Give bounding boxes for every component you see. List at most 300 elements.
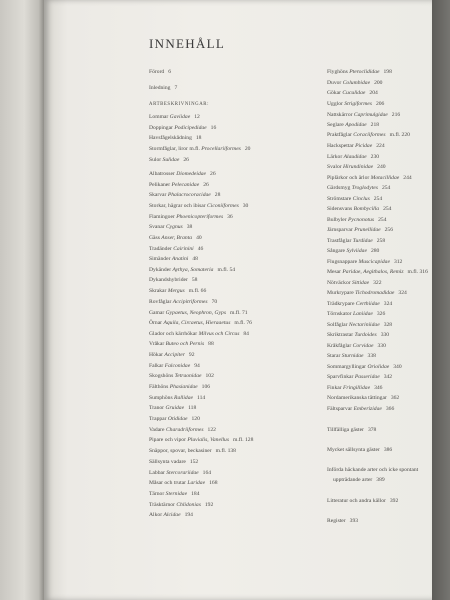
toc-entry-name: uppträdande arter — [333, 477, 373, 483]
toc-entry-name: Dykandshybrider — [149, 277, 188, 283]
toc-entry — [327, 280, 382, 287]
toc-entry-page-number: 88 — [208, 341, 214, 347]
toc-entry-page-number: 230 — [370, 154, 380, 160]
toc-entry-name: Piplärkor och ärlor — [327, 175, 370, 181]
toc-entry-page-number: 122 — [207, 427, 216, 433]
toc-entry-page-number: 102 — [205, 373, 214, 379]
toc-entry-name: Solfåglar — [327, 322, 348, 328]
toc-entry-scientific-name: Cuculidae — [342, 90, 366, 96]
toc-entry — [149, 114, 200, 121]
toc-entry-scientific-name: Ciconiiformes — [207, 203, 239, 209]
toc-entry-page-number: 254 — [378, 217, 387, 223]
toc-entry-page-number: 38 — [186, 224, 193, 230]
toc-entry — [333, 477, 385, 484]
toc-entry — [149, 373, 214, 380]
toc-entry-page-number: 16 — [210, 125, 217, 131]
toc-entry — [149, 502, 213, 509]
toc-entry-scientific-name: Coraciiformes — [353, 132, 386, 138]
toc-entry-name: Doppingar — [149, 125, 173, 131]
toc-entry — [327, 175, 412, 182]
toc-entry-scientific-name: Columbidae — [342, 80, 371, 86]
toc-entry-name: Flugsnappare — [327, 259, 358, 265]
toc-entry-scientific-name: Motacillidae — [370, 175, 400, 181]
toc-entry — [327, 269, 428, 276]
toc-entry — [149, 459, 198, 466]
toc-entry-scientific-name: Prunellidae — [354, 227, 381, 233]
toc-entry-page-number: 36 — [227, 214, 233, 220]
toc-entry — [149, 214, 233, 221]
toc-entry-name: Sommargyllingar — [327, 364, 367, 370]
toc-entry-name: Svanar — [149, 224, 165, 230]
toc-entry — [149, 182, 209, 189]
toc-entry-name: Nötväckor — [327, 280, 351, 286]
toc-entry-scientific-name: Sittidae — [352, 280, 370, 286]
toc-entry — [149, 256, 198, 263]
toc-entry-page-number: 258 — [376, 238, 386, 244]
toc-entry-scientific-name: Picidae — [355, 143, 373, 149]
toc-entry-scientific-name: Passeridae — [354, 374, 380, 380]
toc-entry — [149, 480, 217, 487]
toc-entry-scientific-name: Aquila, Circaetus, Hieraaetus — [163, 320, 231, 326]
toc-entry — [327, 395, 399, 402]
toc-entry-page-number: 94 — [194, 363, 200, 369]
toc-entry — [327, 154, 379, 161]
toc-entry-name: Tärnor — [149, 491, 165, 497]
toc-entry — [327, 447, 392, 454]
toc-entry-name: Törnskator — [327, 311, 352, 317]
toc-entry-page-number: 152 — [189, 459, 199, 465]
toc-entry-page-number: 7 — [174, 85, 178, 91]
toc-entry-page-number: 362 — [390, 395, 400, 401]
toc-entry-page-number: 338 — [367, 353, 376, 359]
toc-entry — [149, 288, 206, 295]
toc-entry-page-number: 280 — [370, 248, 380, 254]
toc-entry-name: Fältsparvar — [327, 406, 353, 412]
toc-entry-page-number: 224 — [376, 143, 385, 149]
toc-entry-name: Inledning — [149, 85, 171, 91]
toc-entry — [327, 301, 392, 308]
toc-entry-name: Mycket sällsynta gäster — [327, 447, 380, 453]
toc-entry-name: Svalor — [327, 164, 342, 170]
toc-entry-name: Seglare — [327, 122, 344, 128]
toc-entry-page-number: 92 — [188, 352, 195, 358]
toc-entry-scientific-name: Apodidae — [345, 122, 367, 128]
toc-entry-scientific-name: Sylviidae — [346, 248, 367, 254]
toc-entry-name: Sumphöns — [149, 395, 173, 401]
toc-entry-name: Bulbyler — [327, 217, 347, 223]
toc-entry-name: Glador och kärrhökar — [149, 331, 198, 337]
toc-entry-scientific-name: Cinclus — [352, 196, 370, 202]
toc-entry-page-number: m.fl. 128 — [233, 437, 254, 443]
toc-entry-page-number: 389 — [376, 477, 385, 483]
toc-entry-page-number: 378 — [367, 427, 377, 433]
toc-entry-scientific-name: Charadriiformes — [165, 427, 204, 433]
toc-entry-name: Skogshöns — [149, 373, 174, 379]
toc-entry-scientific-name: Stercorariidae — [166, 470, 199, 476]
toc-entry — [149, 405, 196, 412]
toc-entry-page-number: m.fl. 71 — [230, 310, 248, 316]
toc-entry-page-number: 346 — [374, 385, 383, 391]
toc-entry-name: Falkar — [149, 363, 164, 369]
toc-entry-name: Fälthöns — [149, 384, 169, 390]
toc-entry — [149, 491, 199, 498]
toc-entry-name: Storkar, hägrar och ibisar — [149, 203, 206, 209]
toc-entry-name: Järnsparvar — [327, 227, 353, 233]
toc-entry — [327, 374, 392, 381]
toc-entry-scientific-name: Phasianidae — [169, 384, 198, 390]
toc-entry-scientific-name: Diomedeidae — [176, 171, 207, 177]
toc-entry-page-number: 256 — [384, 227, 393, 233]
toc-entry-page-number: 198 — [383, 69, 392, 75]
toc-entry-name: Örnar — [149, 320, 163, 326]
toc-entry — [149, 470, 211, 477]
toc-entry-scientific-name: Sulidae — [162, 157, 180, 163]
toc-entry — [149, 448, 236, 455]
toc-entry-scientific-name: Turdoides — [354, 332, 377, 338]
toc-entry-scientific-name: Gypaetus, Neophron, Gyps — [165, 310, 227, 316]
toc-entry-page-number: 12 — [194, 114, 200, 120]
toc-entry-scientific-name: Chlidonias — [176, 502, 201, 508]
toc-entry — [149, 85, 177, 92]
toc-entry-scientific-name: Gaviidae — [169, 114, 191, 120]
toc-entry-name: Duvor — [327, 80, 342, 86]
toc-entry-name: Införda häckande arter och icke spontant — [327, 467, 419, 473]
toc-entry-name: Rovfåglar — [149, 299, 172, 305]
toc-entry — [327, 217, 386, 224]
toc-entry — [149, 224, 192, 231]
toc-entry-scientific-name: Sturnidae — [341, 353, 364, 359]
page-title: INNEHÅLL — [149, 36, 226, 51]
toc-entry-name: Vråkar — [149, 341, 165, 347]
toc-entry-scientific-name: Alaudidae — [343, 154, 367, 160]
toc-entry-name: Murkrypare — [327, 290, 354, 296]
toc-entry — [327, 101, 384, 108]
book-page — [44, 0, 432, 600]
toc-entry — [149, 157, 189, 164]
toc-entry-page-number: 254 — [373, 196, 383, 202]
toc-entry — [327, 132, 410, 139]
toc-entry — [149, 299, 217, 306]
toc-entry — [327, 311, 385, 318]
toc-entry — [149, 125, 216, 132]
toc-entry — [149, 171, 216, 178]
toc-entry-page-number: 206 — [375, 101, 385, 107]
toc-entry-scientific-name: Cygnus — [165, 224, 183, 230]
toc-entry-page-number: 114 — [196, 395, 206, 401]
toc-entry-scientific-name: Procellariiformes — [201, 146, 241, 152]
toc-entry-page-number: 330 — [377, 343, 386, 349]
toc-entry-page-number: 340 — [393, 364, 402, 370]
toc-entry — [327, 353, 376, 360]
toc-entry-scientific-name: Pycnonotus — [347, 217, 375, 223]
toc-entry-page-number: 254 — [383, 206, 392, 212]
toc-entry-name: Gökar — [327, 90, 341, 96]
toc-entry — [149, 352, 195, 359]
toc-entry-page-number: 26 — [203, 182, 209, 188]
toc-entry-scientific-name: Pelecanidae — [171, 182, 200, 188]
toc-entry-scientific-name: Muscicapidae — [358, 259, 390, 265]
toc-entry-name: Pelikaner — [149, 182, 171, 188]
toc-entry-name: Trappar — [149, 416, 167, 422]
toc-entry-page-number: m.fl. 66 — [188, 288, 207, 294]
toc-entry — [149, 267, 235, 274]
toc-entry-name: Gäss — [149, 235, 160, 241]
toc-entry — [327, 112, 400, 119]
toc-entry-page-number: 392 — [389, 498, 399, 504]
toc-entry — [149, 101, 209, 108]
toc-entry-name: Trastfåglar — [327, 238, 352, 244]
toc-entry-name: Snäppor, spovar, beckasiner — [149, 448, 212, 454]
toc-entry-name: Alkor — [149, 512, 163, 518]
toc-entry — [149, 192, 220, 199]
toc-entry-page-number: m.fl. 138 — [215, 448, 236, 454]
toc-entry-page-number: 168 — [209, 480, 218, 486]
toc-entry — [327, 498, 398, 505]
toc-entry-page-number: 200 — [374, 80, 383, 86]
toc-entry — [327, 290, 407, 297]
toc-entry-name: Tranor — [149, 405, 165, 411]
toc-entry-scientific-name: Corvidae — [352, 343, 374, 349]
toc-entry-scientific-name: Strigiformes — [344, 101, 372, 107]
toc-entry — [149, 512, 193, 519]
toc-entry — [149, 395, 205, 402]
toc-entry-page-number: 26 — [210, 171, 216, 177]
toc-entry-name: Skrakar — [149, 288, 167, 294]
toc-entry-page-number: 58 — [191, 277, 198, 283]
toc-entry-page-number: m.fl. 220 — [389, 132, 410, 138]
toc-entry-name: Träsktärnor — [149, 502, 175, 508]
toc-entry-scientific-name: Milvus och Circus — [198, 331, 240, 337]
toc-entry — [327, 69, 392, 76]
toc-entry — [149, 363, 200, 370]
toc-entry-name: Ugglor — [327, 101, 343, 107]
toc-entry-scientific-name: Nectariniidae — [348, 322, 380, 328]
toc-entry-page-number: 324 — [383, 301, 393, 307]
toc-entry-scientific-name: Phoenicopteriformes — [176, 214, 224, 220]
toc-entry — [327, 259, 402, 266]
toc-entry-page-number: 330 — [380, 332, 390, 338]
toc-entry-page-number: 204 — [369, 90, 378, 96]
toc-entry-scientific-name: Oriolidae — [367, 364, 390, 370]
toc-entry-page-number: 184 — [191, 491, 200, 497]
toc-entry-name: Tradänder — [149, 246, 172, 252]
toc-entry-scientific-name: Laniidae — [352, 311, 373, 317]
toc-entry — [327, 248, 379, 255]
toc-entry — [149, 384, 210, 391]
toc-entry-name: Hökar — [149, 352, 163, 358]
toc-entry-scientific-name: Aythya, Somateria — [172, 267, 214, 273]
toc-entry-scientific-name: Rallidae — [174, 395, 193, 401]
toc-entry-name: Flyghöns — [327, 69, 348, 75]
toc-entry-scientific-name: Falconidae — [164, 363, 191, 369]
toc-entry-scientific-name: Anatini — [171, 256, 189, 262]
toc-entry-scientific-name: Pteroclididae — [349, 69, 380, 75]
toc-entry — [149, 427, 216, 434]
toc-entry — [149, 146, 250, 153]
toc-entry-scientific-name: Accipitriformes — [172, 299, 208, 305]
toc-entry-scientific-name: Laridae — [187, 480, 206, 486]
toc-entry-scientific-name: Podicipedidae — [174, 125, 207, 131]
toc-entry-page-number: 20 — [244, 146, 251, 152]
toc-entry-name: Finkar — [327, 385, 342, 391]
toc-entry-page-number: 30 — [242, 203, 249, 209]
toc-entry — [327, 467, 418, 474]
toc-entry-page-number: 240 — [377, 164, 386, 170]
toc-entry-page-number: 6 — [168, 69, 172, 75]
toc-entry-name: Strömstare — [327, 196, 352, 202]
toc-entry-page-number: 84 — [243, 331, 249, 337]
toc-entry-name: Tillfälliga gäster — [327, 427, 364, 433]
toc-entry-page-number: 46 — [197, 246, 204, 252]
toc-entry-name: Praktfåglar — [327, 132, 352, 138]
toc-entry-scientific-name: Tetraonidae — [174, 373, 202, 379]
toc-entry — [327, 90, 378, 97]
toc-entry — [327, 427, 376, 434]
facing-page-edge — [0, 0, 44, 600]
toc-entry-page-number: 328 — [383, 322, 393, 328]
toc-entry-page-number: 164 — [202, 470, 212, 476]
toc-entry — [149, 437, 253, 444]
toc-entry-scientific-name: Certhiidae — [355, 301, 380, 307]
toc-entry — [327, 518, 358, 525]
toc-entry-page-number: 120 — [191, 416, 200, 422]
toc-entry — [327, 185, 390, 192]
toc-entry-name: Sparvfinkar — [327, 374, 354, 380]
toc-entry — [327, 343, 386, 350]
toc-entry-scientific-name: Phalacrocoracidae — [167, 192, 211, 198]
toc-entry-name: Sångare — [327, 248, 346, 254]
toc-entry-name: Labbar — [149, 470, 165, 476]
toc-entry-name: Stormfåglar, liror m.fl. — [149, 146, 200, 152]
toc-entry-page-number: 324 — [398, 290, 407, 296]
toc-entry-name: Litteratur och andra källor — [327, 498, 386, 504]
toc-entry — [149, 341, 214, 348]
toc-entry-page-number: 342 — [383, 374, 393, 380]
toc-entry-name: Havsfågelskådning — [149, 135, 192, 141]
toc-entry-name: Kråkfåglar — [327, 343, 352, 349]
toc-entry — [149, 246, 203, 253]
toc-entry-scientific-name: Anser, Branta — [161, 235, 193, 241]
toc-entry-page-number: 244 — [403, 175, 412, 181]
toc-entry — [149, 69, 171, 76]
toc-entry-page-number: 48 — [192, 256, 198, 262]
toc-entry-name: Sällsynta vadare — [149, 459, 186, 465]
toc-entry-name: Skarvar — [149, 192, 167, 198]
toc-entry-name: Gärdsmyg — [327, 185, 351, 191]
toc-entry-scientific-name: Buteo och Pernis — [165, 341, 205, 347]
toc-entry-scientific-name: Tichodromadidae — [355, 290, 395, 296]
toc-entry-page-number: 106 — [201, 384, 211, 390]
toc-entry — [149, 416, 200, 423]
toc-entry — [149, 331, 249, 338]
toc-entry-page-number: 194 — [184, 512, 193, 518]
toc-entry-page-number: m.fl. 54 — [217, 267, 236, 273]
toc-entry-name: Måsar och trutar — [149, 480, 186, 486]
toc-entry — [149, 320, 252, 327]
toc-entry-name: Trädkrypare — [327, 301, 355, 307]
toc-entry-scientific-name: Gruidae — [165, 405, 185, 411]
toc-entry-page-number: 393 — [349, 518, 359, 524]
toc-entry-page-number: 254 — [381, 185, 391, 191]
toc-entry-scientific-name: Paridae, Aegithalos, Remiz — [342, 269, 404, 275]
toc-entry — [327, 364, 402, 371]
toc-entry — [327, 196, 382, 203]
toc-entry-page-number: 28 — [214, 192, 221, 198]
toc-entry-name: Förord — [149, 69, 165, 75]
toc-entry-scientific-name: Fringillidae — [343, 385, 371, 391]
toc-entry-name: Sulor — [149, 157, 162, 163]
toc-entry — [149, 203, 248, 210]
toc-entry-page-number: 216 — [391, 112, 401, 118]
toc-entry-page-number: 18 — [195, 135, 202, 141]
toc-entry-name: Nordamerikanska tättingar — [327, 395, 387, 401]
toc-entry-scientific-name: Pluvialis, Vanellus — [187, 437, 230, 443]
toc-entry-scientific-name: Hirundinidae — [343, 164, 374, 170]
toc-entry — [327, 322, 392, 329]
toc-entry — [327, 385, 382, 392]
toc-entry-scientific-name: Emberizidae — [353, 406, 382, 412]
toc-entry — [149, 235, 202, 242]
toc-entry-name: Albatrosser — [149, 171, 175, 177]
toc-entry-name: Flamingoer — [149, 214, 175, 220]
toc-entry-name: Vadare — [149, 427, 165, 433]
toc-entry-name: Lommar — [149, 114, 169, 120]
toc-entry-page-number: 386 — [383, 447, 393, 453]
toc-entry-page-number: 70 — [211, 299, 218, 305]
toc-entry — [149, 277, 197, 284]
toc-entry-page-number: 118 — [188, 405, 197, 411]
toc-entry-page-number: m.fl. 76 — [234, 320, 252, 326]
toc-entry-page-number: 192 — [204, 502, 214, 508]
toc-entry-name: Hackspettar — [327, 143, 354, 149]
toc-entry-name: Mesar — [327, 269, 341, 275]
toc-entry-page-number: 312 — [393, 259, 403, 265]
toc-entry-name: Simänder — [149, 256, 171, 262]
toc-entry-page-number: m.fl. 316 — [407, 269, 428, 275]
toc-entry — [327, 406, 394, 413]
toc-entry — [327, 143, 385, 150]
toc-entry-page-number: 326 — [376, 311, 386, 317]
toc-entry-page-number: 218 — [370, 122, 380, 128]
toc-entry — [149, 310, 248, 317]
toc-entry-name: Nattskärror — [327, 112, 353, 118]
toc-entry-scientific-name: Troglodytes — [351, 185, 378, 191]
toc-entry-page-number: 40 — [196, 235, 202, 241]
background-edge — [432, 0, 450, 600]
toc-entry-scientific-name: Otididae — [167, 416, 188, 422]
toc-entry-scientific-name: Mergus — [167, 288, 185, 294]
toc-entry — [327, 80, 382, 87]
toc-entry-scientific-name: Sternidae — [165, 491, 188, 497]
toc-entry-scientific-name: Bombycilla — [353, 206, 380, 212]
toc-entry-name: Pipare och vipor — [149, 437, 186, 443]
toc-entry — [327, 332, 389, 339]
toc-entry-name: Dykänder — [149, 267, 172, 273]
toc-entry-scientific-name: Alcidae — [163, 512, 181, 518]
toc-entry-name: Sidensvans — [327, 206, 353, 212]
toc-entry — [327, 227, 393, 234]
toc-entry — [327, 238, 385, 245]
toc-entry-name: Gamar — [149, 310, 165, 316]
toc-entry-name: Register — [327, 518, 346, 524]
toc-entry-page-number: 26 — [183, 157, 189, 163]
toc-entry-scientific-name: Accipiter — [164, 352, 185, 358]
toc-entry-scientific-name: Turdidae — [352, 238, 373, 244]
toc-entry-scientific-name: Caprimulgidae — [353, 112, 388, 118]
toc-entry — [327, 206, 391, 213]
toc-entry-name: Lärkor — [327, 154, 343, 160]
toc-entry — [327, 164, 386, 171]
